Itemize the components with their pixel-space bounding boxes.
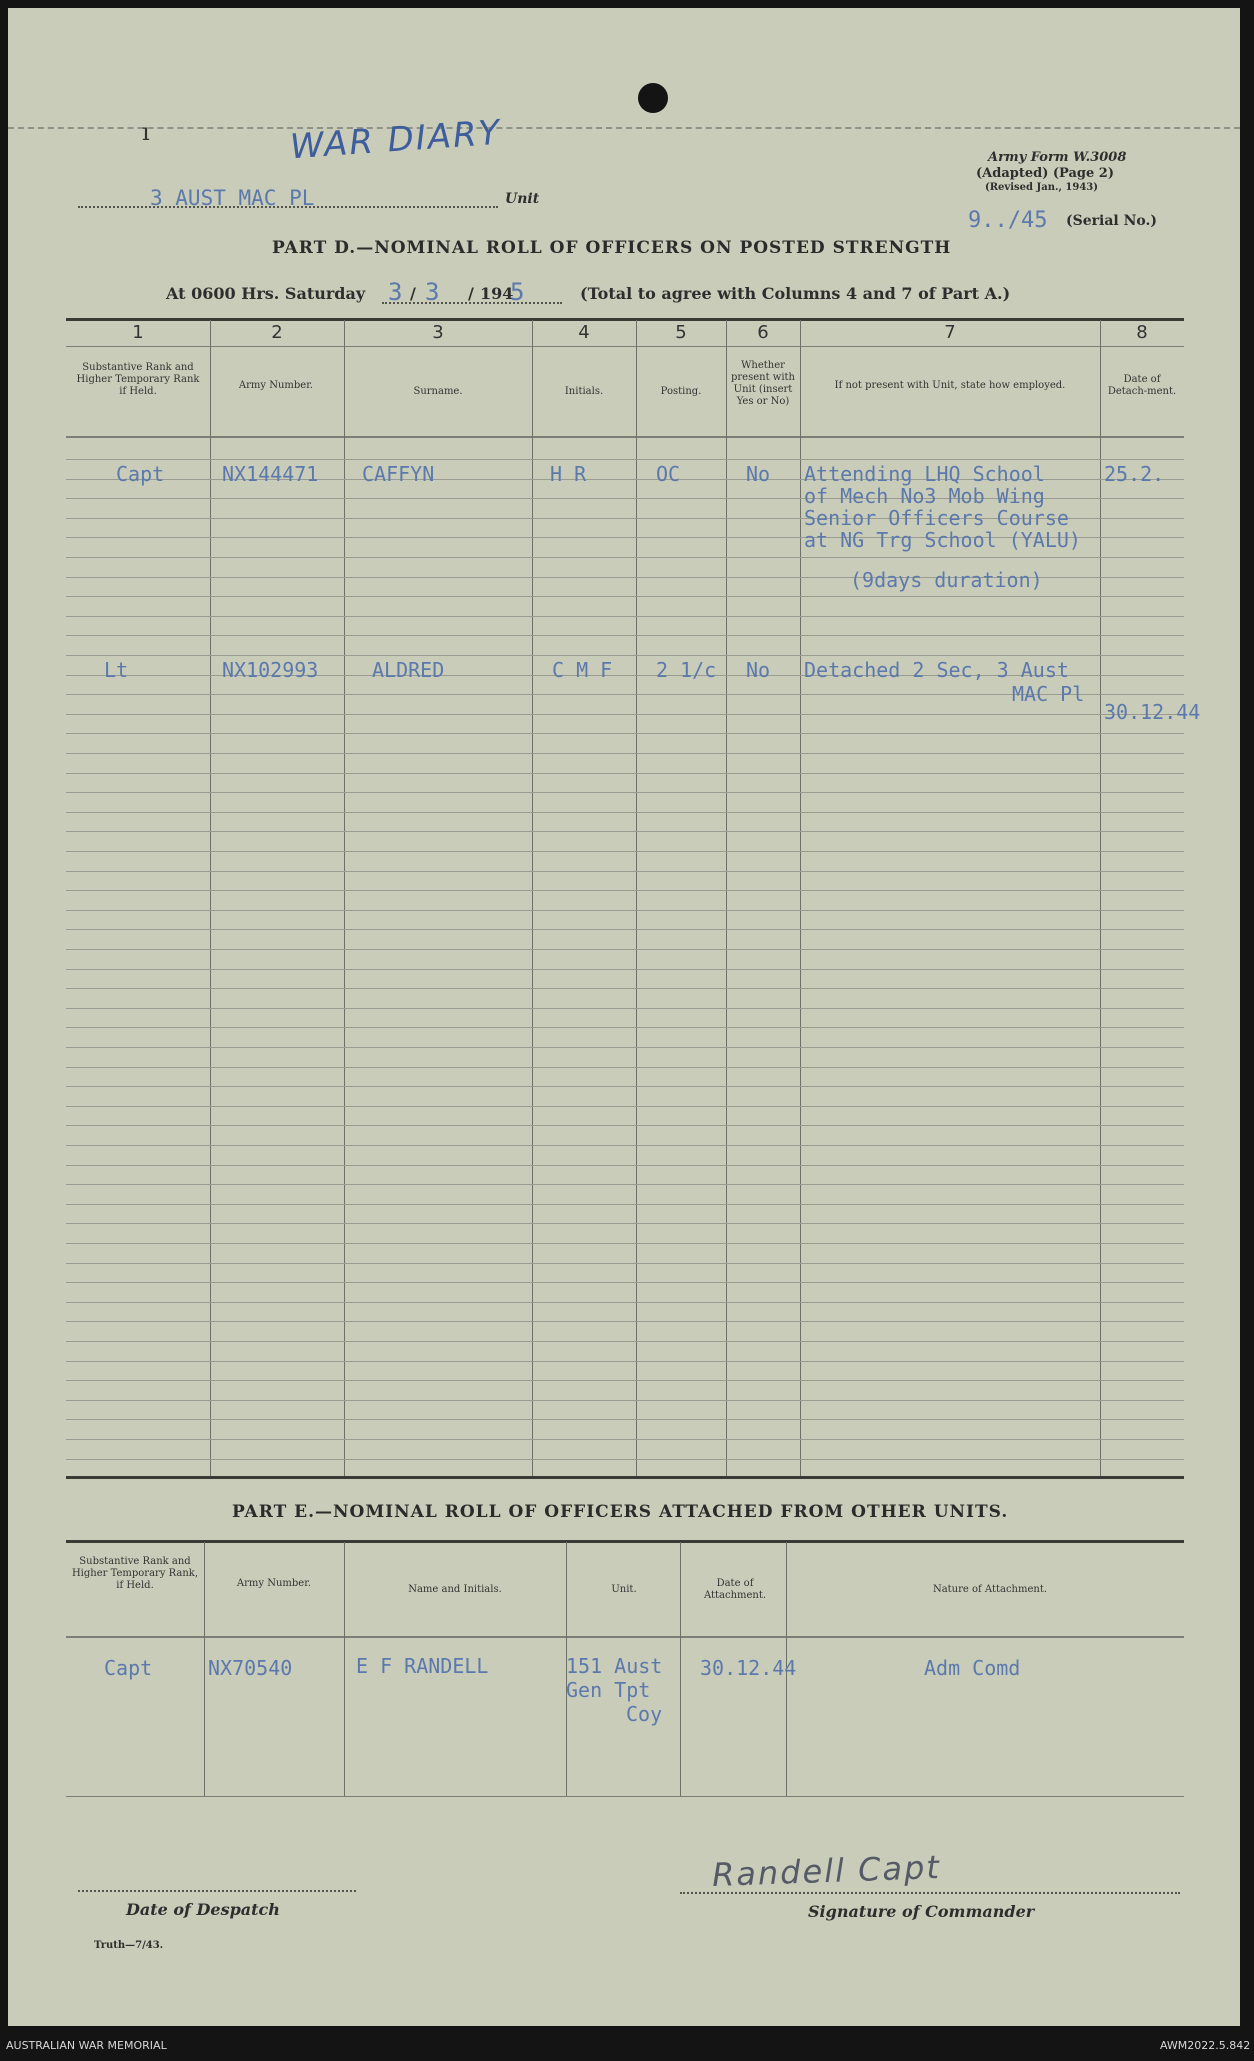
ruled-line [66, 1125, 1184, 1126]
col-e-divider-2 [344, 1542, 345, 1796]
form-number: Army Form W.3008 [988, 150, 1127, 165]
ruled-line [66, 929, 1184, 930]
row2-surname: ALDRED [372, 658, 445, 682]
footer-right: AWM2022.5.842 [1160, 2039, 1251, 2052]
date-month: 3 [425, 278, 440, 306]
ruled-line [66, 1263, 1184, 1264]
table-e-top-rule [66, 1540, 1184, 1543]
ruled-line [66, 1341, 1184, 1342]
date-despatch-label: Date of Despatch [126, 1900, 280, 1919]
form-revised: (Revised Jan., 1943) [985, 182, 1098, 193]
ruled-line [66, 1439, 1184, 1440]
signature-label: Signature of Commander [808, 1902, 1035, 1921]
table-e-header-rule [66, 1636, 1184, 1638]
ruled-line [66, 1302, 1184, 1303]
row2-initials: C M F [552, 658, 613, 682]
col-num-4: 4 [578, 322, 590, 343]
row2-rank: Lt [104, 658, 129, 682]
ruled-line [66, 1106, 1184, 1107]
row1-posting: OC [656, 462, 681, 486]
row2-employment-line1: Detached 2 Sec, 3 Aust [804, 658, 1069, 682]
ruled-line [66, 733, 1184, 734]
date-year-prefix: 194 [480, 284, 514, 303]
ruled-line [66, 753, 1184, 754]
col-head-army-number: Army Number. [238, 380, 314, 391]
part-e-title: PART E.—NOMINAL ROLL OF OFFICERS ATTACHED FROM OTHER UNITS. [232, 1502, 1009, 1522]
col-num-5: 5 [675, 322, 687, 343]
col-e-head-date: Date of Attachment. [703, 1578, 767, 1601]
row1-initials: H R [550, 462, 587, 486]
ruled-line [66, 714, 1184, 715]
unit-label: Unit [505, 191, 540, 207]
date-despatch-line [78, 1890, 356, 1892]
total-note: (Total to agree with Columns 4 and 7 of Part A.) [580, 284, 1011, 303]
ruled-line [66, 831, 1184, 832]
unit-value: 3 AUST MAC PL [150, 186, 315, 210]
table-d-number-rule [66, 346, 1184, 347]
e-row1-army-number: NX70540 [208, 1656, 293, 1680]
table-d-header-rule [66, 436, 1184, 438]
col-num-2: 2 [271, 322, 283, 343]
col-e-head-nature: Nature of Attachment. [932, 1584, 1048, 1595]
punch-hole [638, 83, 668, 113]
ruled-line [66, 1361, 1184, 1362]
ruled-line [66, 1086, 1184, 1087]
date-day: 3 [388, 278, 403, 306]
row2-date-detached: 30.12.44 [1104, 700, 1201, 724]
war-diary-handwriting: WAR DIARY [288, 112, 503, 168]
row2-army-number: NX102993 [222, 658, 319, 682]
ruled-line [66, 1008, 1184, 1009]
row2-posting: 2 1/c [656, 658, 717, 682]
commander-signature: Randell Capt [711, 1848, 942, 1894]
signature-line [680, 1892, 1180, 1894]
ruled-line [66, 871, 1184, 872]
date-dotted-line [382, 302, 562, 304]
unit-dotted-line [78, 206, 498, 208]
ruled-line [66, 910, 1184, 911]
date-separator-1: / [410, 284, 416, 303]
row2-employment-line2: MAC Pl [1012, 682, 1085, 706]
ruled-line [66, 1400, 1184, 1401]
row1-present: No [746, 462, 771, 486]
col-num-1: 1 [132, 322, 144, 343]
serial-label: (Serial No.) [1066, 213, 1157, 229]
col-head-date-detach: Date of Detach-ment. [1107, 374, 1177, 397]
e-row1-nature: Adm Comd [924, 1656, 1021, 1680]
row1-employment-line5: (9days duration) [850, 568, 1043, 592]
col-head-rank: Substantive Rank and Higher Temporary Rank if Held. [76, 362, 200, 397]
date-year-suffix: 5 [510, 278, 525, 306]
perforation-line [8, 127, 1240, 129]
ruled-line [66, 969, 1184, 970]
ruled-line [66, 1459, 1184, 1460]
ruled-line [66, 1184, 1184, 1185]
row1-date-detached: 25.2. [1104, 462, 1165, 486]
ruled-line [66, 616, 1184, 617]
col-num-6: 6 [757, 322, 769, 343]
table-e-bottom-rule [66, 1796, 1184, 1797]
table-d-bottom-rule [66, 1476, 1184, 1479]
tick-mark: ı [142, 118, 150, 146]
ruled-line [66, 1145, 1184, 1146]
footer-left: AUSTRALIAN WAR MEMORIAL [6, 2039, 167, 2052]
ruled-line [66, 1165, 1184, 1166]
col-e-head-unit: Unit. [611, 1584, 637, 1595]
ruled-line [66, 792, 1184, 793]
row1-surname: CAFFYN [362, 462, 435, 486]
ruled-line [66, 851, 1184, 852]
serial-value: 9../45 [968, 208, 1048, 233]
ruled-line [66, 557, 1184, 558]
ruled-line [66, 812, 1184, 813]
col-num-8: 8 [1136, 322, 1148, 343]
ruled-line [66, 890, 1184, 891]
ruled-line [66, 1419, 1184, 1420]
e-row1-date-attached: 30.12.44 [700, 1656, 797, 1680]
col-num-3: 3 [432, 322, 444, 343]
row1-employment-line4: at NG Trg School (YALU) [804, 528, 1081, 552]
col-e-head-name: Name and Initials. [408, 1584, 502, 1595]
ruled-line [66, 1243, 1184, 1244]
col-head-present: Whether present with Unit (insert Yes or No) [730, 360, 795, 407]
row1-rank: Capt [116, 462, 165, 486]
ruled-line [66, 1067, 1184, 1068]
table-d-top-rule [66, 318, 1184, 321]
col-head-initials: Initials. [564, 386, 604, 397]
ruled-line [66, 459, 1184, 460]
row1-employment-line2: of Mech No3 Mob Wing [804, 484, 1045, 508]
form-adapted: (Adapted) (Page 2) [976, 166, 1114, 181]
e-row1-unit-line2: Gen Tpt [566, 1678, 651, 1702]
ruled-line [66, 655, 1184, 656]
col-e-head-rank: Substantive Rank and Higher Temporary Rank, if Held. [71, 1556, 199, 1591]
part-d-title: PART D.—NOMINAL ROLL OF OFFICERS ON POSTED STRENGTH [272, 238, 952, 258]
at-hours-label: At 0600 Hrs. Saturday [166, 284, 366, 303]
e-row1-rank: Capt [104, 1656, 153, 1680]
ruled-line [66, 635, 1184, 636]
ruled-line [66, 988, 1184, 989]
ruled-line [66, 1321, 1184, 1322]
col-e-divider-4 [680, 1542, 681, 1796]
ruled-line [66, 949, 1184, 950]
printer-imprint: Truth—7/43. [94, 1940, 164, 1951]
ruled-line [66, 1380, 1184, 1381]
col-head-employment: If not present with Unit, state how employed. [834, 380, 1066, 391]
ruled-line [66, 1204, 1184, 1205]
row1-army-number: NX144471 [222, 462, 319, 486]
form-sheet [8, 8, 1240, 2026]
col-num-7: 7 [944, 322, 956, 343]
row1-employment-line3: Senior Officers Course [804, 506, 1069, 530]
ruled-line [66, 1047, 1184, 1048]
e-row1-unit-line3: Coy [626, 1702, 663, 1726]
ruled-line [66, 773, 1184, 774]
e-row1-unit-line1: 151 Aust [566, 1654, 663, 1678]
date-separator-2: / [468, 284, 474, 303]
row1-employment-line1: Attending LHQ School [804, 462, 1045, 486]
ruled-line [66, 1223, 1184, 1224]
ruled-line [66, 596, 1184, 597]
e-row1-name: E F RANDELL [356, 1654, 489, 1678]
ruled-line [66, 1282, 1184, 1283]
col-head-surname: Surname. [413, 386, 463, 397]
col-e-head-army-number: Army Number. [236, 1578, 312, 1589]
col-e-divider-1 [204, 1542, 205, 1796]
row2-present: No [746, 658, 771, 682]
ruled-line [66, 1027, 1184, 1028]
col-head-posting: Posting. [660, 386, 702, 397]
